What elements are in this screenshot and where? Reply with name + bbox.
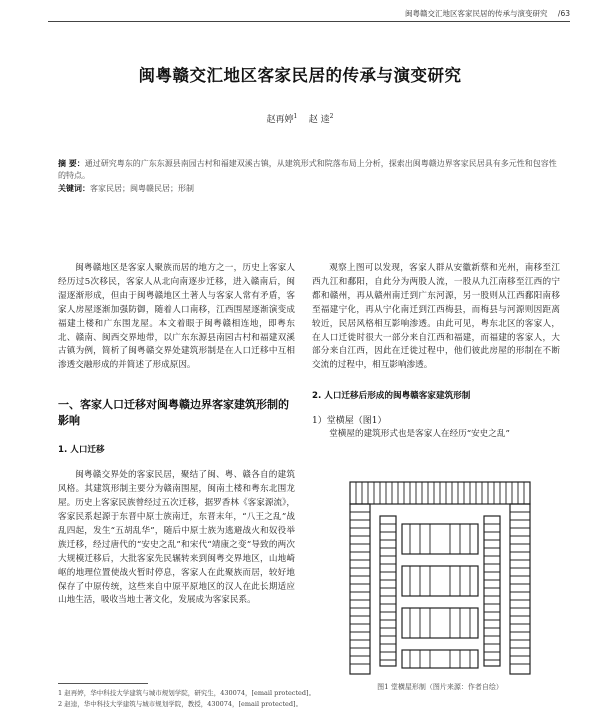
running-title: 闽粤赣交汇地区客家民居的传承与演变研究 <box>405 9 548 18</box>
floor-plan-drawing <box>340 474 540 678</box>
right-column <box>312 262 560 442</box>
footnote-divider <box>58 683 148 684</box>
keywords-text: 客家民居；闽粤赣民居；形制 <box>90 184 194 193</box>
subsection-1-heading: 1. 人口迁移 <box>58 445 105 456</box>
author-2-sup: 2 <box>329 113 334 120</box>
author-line <box>0 112 600 125</box>
migration-paragraph: 闽粤赣交界处的客家民居，聚结了闽、粤、赣各自的建筑风格。其建筑形制主要分为赣南围屋，闽南土楼和粤东北围龙屋。历史上客家民族曾经过五次迁移，据罗香林《客家源流》，客家民系起源于东晋中原士族南迁，东晋末年，“八王之乱”战乱四起，发生“五胡乱华”，随后中原士族为逃避战火和奴役举族迁移，经过唐代的“安史之乱”和宋代“靖康之变”导致的两次大规模迁移后，大批客家先民辗转来到闽粤交界地区，山地崎岖的地理位置使战火暂时停息，客家人在此聚族而居，较好地保存了中原传统，这些来自中原平原地区的汉人在此长期适应山地生活，吸收当地土著文化，发展成为客家民系。 <box>58 470 295 606</box>
left-intro-paragraph: 闽粤赣地区是客家人聚族而居的地方之一，历史上客家人经历过5次移民，客家人从北向南逐步迁移，进入赣南后，闽湿逐渐形成，但由于闽粤赣地区土著人与客家人常有矛盾，客家人房屋逐渐加强防御，随着人口南移，江西围屋逐渐演变成福建土楼和广东围龙屋。本文着眼于闽粤赣相连地，即粤东北、赣南、闽西交界地带，以广东东源县南园古村和福建双溪古镇为例，简析了闽粤赣交界处建筑形制是在人口迁移中互相渗透交融形成的并简述了形成原因。 <box>58 263 295 371</box>
left-column <box>58 262 295 608</box>
section-1-heading: 一、客家人口迁移对闽粤赣边界客家建筑形制的影响 <box>58 398 289 428</box>
footnote-1: 1 赵再婷，华中科技大学建筑与城市规划学院，研究生，430074，[email protected]。 <box>58 689 316 697</box>
right-intro-paragraph: 观察上图可以发现，客家人群从安徽新蔡和光州，南移至江西九江和鄱阳，自此分为两股人流，一股从九江南移至江西的宁都和赣州，再从赣州南迁到广东河源，另一股则从江西鄱阳南移至福建宁化，再从宁化南迁到江西梅县，而梅县与河源则因距离较近，民居风格相互影响渗透。由此可见，粤东北区的客家人，在人口迁徙时很大一部分来自江西和福建，而福建的客家人，大部分来自江西，因此在迁徙过程中，他们彼此房屋的形制在不断交流的过程中，相互影响渗透。 <box>312 263 560 371</box>
paper-title: 闽粤赣交汇地区客家民居的传承与演变研究 <box>138 66 462 85</box>
running-header <box>48 8 570 22</box>
author-1: 赵再婷 <box>266 115 294 125</box>
keywords <box>58 183 563 194</box>
keywords-label: 关键词： <box>58 184 90 193</box>
abstract <box>58 158 563 181</box>
figure-1 <box>340 474 540 694</box>
page-number: /63 <box>557 9 570 18</box>
item-1-heading: 1）堂横屋（图1） <box>312 416 387 427</box>
section-2-heading: 2. 人口迁移后形成的闽粤赣客家建筑形制 <box>312 391 471 402</box>
author-1-sup: 1 <box>293 113 298 120</box>
item-1-text: 堂横屋的建筑形式也是客家人在经历“安史之乱” <box>329 429 510 440</box>
footnote-2: 2 赵逵，华中科技大学建筑与城市规划学院，教授，430074，[email protected]。 <box>58 700 303 708</box>
figure-1-caption: 图1 堂横屋形制（图片来源：作者自绘） <box>377 683 503 691</box>
abstract-text: 通过研究粤东的广东东源县南园古村和福建双溪古镇，从建筑形式和院落布局上分析，探索出闽粤赣边界客家民居具有多元性和包容性的特点。 <box>58 159 557 180</box>
footnotes <box>58 688 563 710</box>
author-2: 赵 逵 <box>308 115 330 125</box>
abstract-label: 摘 要： <box>58 159 85 168</box>
